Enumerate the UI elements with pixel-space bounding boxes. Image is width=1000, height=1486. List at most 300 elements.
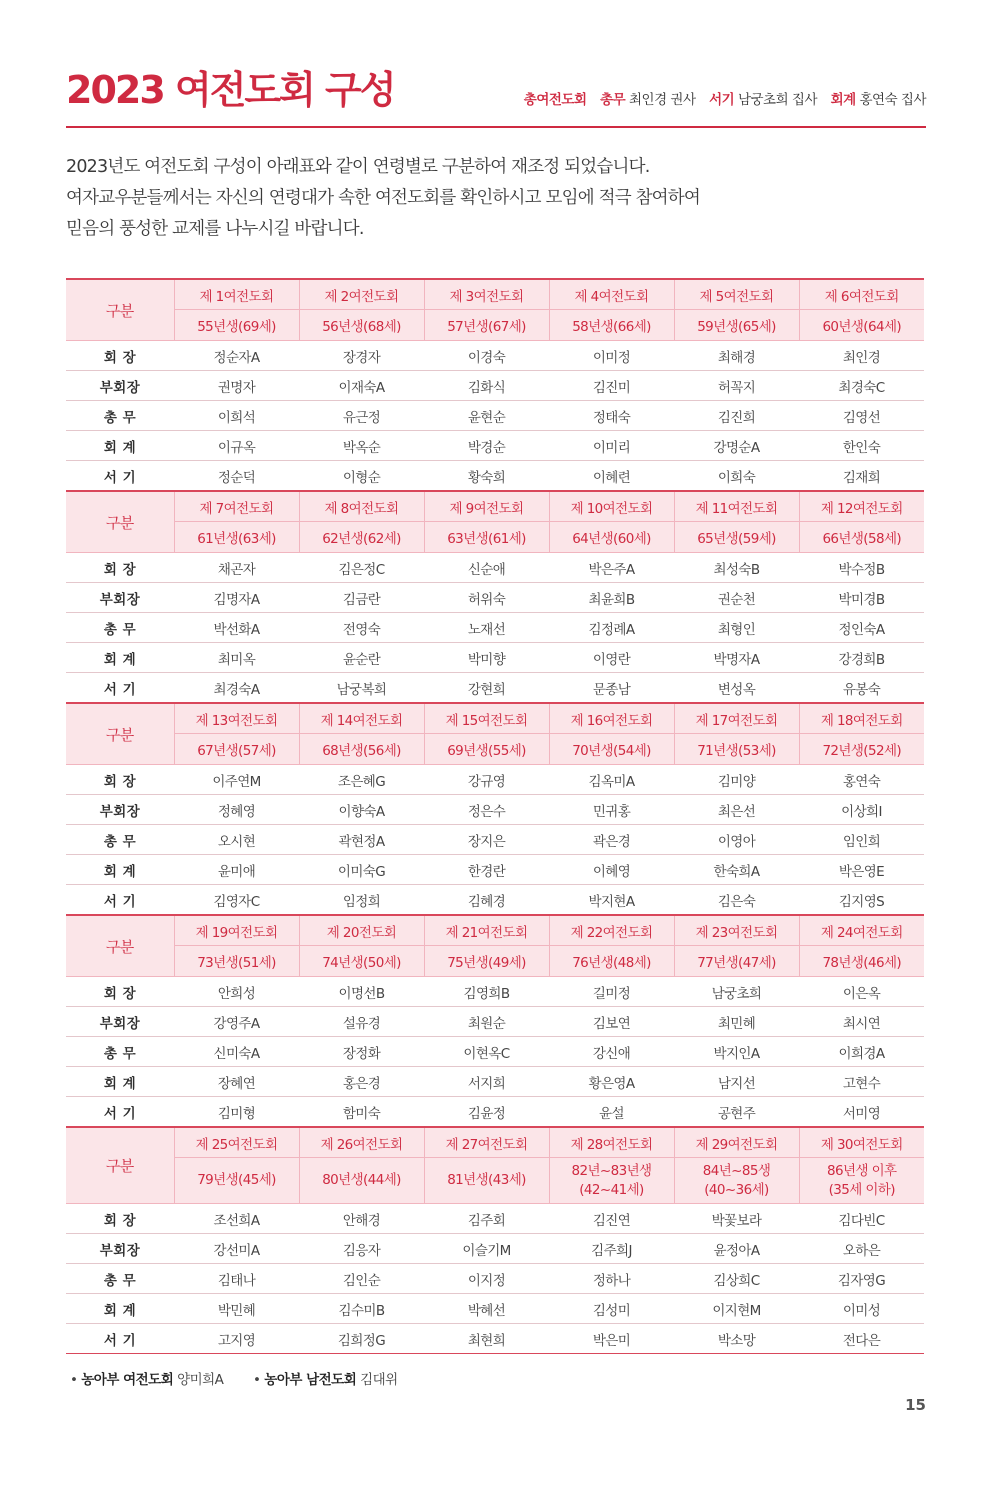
- age-range-main: 70년생(54세): [572, 743, 651, 759]
- member-name: 이혜련: [549, 461, 674, 492]
- role-label: 회 장: [66, 1204, 174, 1234]
- member-name: 최현희: [424, 1324, 549, 1354]
- age-range: [549, 310, 674, 341]
- member-name: 이규옥: [174, 431, 299, 461]
- member-name: 박소망: [674, 1324, 799, 1354]
- age-range: [424, 734, 549, 765]
- role-label: 회 장: [66, 765, 174, 795]
- member-name: 서미영: [799, 1097, 924, 1128]
- member-name: 신순애: [424, 553, 549, 583]
- role-label: 서 기: [66, 1097, 174, 1128]
- age-range: [549, 946, 674, 977]
- age-range: [424, 946, 549, 977]
- member-name: 김응자: [299, 1234, 424, 1264]
- association-name: 제 24여전도회: [799, 915, 924, 946]
- table-row: [66, 1037, 924, 1067]
- group-age-row: [66, 1158, 924, 1204]
- association-name: 제 3여전도회: [424, 279, 549, 310]
- footer-item: • 농아부 남전도회 김대위: [253, 1372, 398, 1388]
- age-range: [674, 1158, 799, 1204]
- member-name: 강선미A: [174, 1234, 299, 1264]
- role-label: 부회장: [66, 583, 174, 613]
- group-label: 구분: [66, 491, 174, 553]
- table-row: [66, 855, 924, 885]
- member-name: 최원순: [424, 1007, 549, 1037]
- member-name: 정하나: [549, 1264, 674, 1294]
- member-name: 정인숙A: [799, 613, 924, 643]
- age-range: [174, 522, 299, 553]
- intro-line: 여자교우분들께서는 자신의 연령대가 속한 여전도회를 확인하시고 모임에 적극 참여하여: [66, 188, 700, 208]
- member-name: 윤정아A: [674, 1234, 799, 1264]
- association-name: 제 22여전도회: [549, 915, 674, 946]
- member-name: 오하은: [799, 1234, 924, 1264]
- table-row: [66, 461, 924, 492]
- role-label: 회 장: [66, 553, 174, 583]
- member-name: 최경숙A: [174, 673, 299, 704]
- table-row: [66, 613, 924, 643]
- table-row: [66, 795, 924, 825]
- member-name: 박선화A: [174, 613, 299, 643]
- member-name: 이은옥: [799, 977, 924, 1007]
- role-label: 서 기: [66, 885, 174, 916]
- member-name: 강경희B: [799, 643, 924, 673]
- age-range: [174, 310, 299, 341]
- association-name: 제 19여전도회: [174, 915, 299, 946]
- age-range: [424, 1158, 549, 1204]
- member-name: 최해경: [674, 341, 799, 371]
- member-name: 박은영E: [799, 855, 924, 885]
- member-name: 허꼭지: [674, 371, 799, 401]
- association-name: 제 13여전도회: [174, 703, 299, 734]
- member-name: 김수미B: [299, 1294, 424, 1324]
- association-name: 제 16여전도회: [549, 703, 674, 734]
- role-label: 회 계: [66, 1294, 174, 1324]
- member-name: 이재숙A: [299, 371, 424, 401]
- age-range-main: 73년생(51세): [197, 955, 276, 971]
- header-divider: [66, 126, 926, 128]
- association-name: 제 8여전도회: [299, 491, 424, 522]
- age-range-main: 55년생(69세): [197, 319, 276, 335]
- member-name: 황은영A: [549, 1067, 674, 1097]
- member-name: 박민혜: [174, 1294, 299, 1324]
- table-row: [66, 371, 924, 401]
- member-name: 최윤희B: [549, 583, 674, 613]
- intro-text: [66, 152, 926, 245]
- member-name: 박경순: [424, 431, 549, 461]
- age-range-main: 58년생(66세): [572, 319, 651, 335]
- intro-line: 2023년도 여전도회 구성이 아래표와 같이 연령별로 구분하여 재조정 되었습니다.: [66, 157, 650, 177]
- age-range: [799, 310, 924, 341]
- group-label: 구분: [66, 915, 174, 977]
- member-name: 전영숙: [299, 613, 424, 643]
- age-range-main: 63년생(61세): [447, 531, 526, 547]
- group-age-row: [66, 522, 924, 553]
- member-name: 설유경: [299, 1007, 424, 1037]
- age-range-main: 74년생(50세): [322, 955, 401, 971]
- member-name: 채곤자: [174, 553, 299, 583]
- role-label: 회 계: [66, 643, 174, 673]
- table-row: [66, 825, 924, 855]
- member-name: 김미형: [174, 1097, 299, 1128]
- member-name: 김금란: [299, 583, 424, 613]
- role-label: 회 장: [66, 977, 174, 1007]
- association-grid: [66, 278, 924, 1354]
- member-name: 최미옥: [174, 643, 299, 673]
- age-range-main: 69년생(55세): [447, 743, 526, 759]
- group-age-row: [66, 310, 924, 341]
- member-name: 이슬기M: [424, 1234, 549, 1264]
- age-range: [549, 522, 674, 553]
- association-name: 제 29여전도회: [674, 1127, 799, 1158]
- age-range: [674, 946, 799, 977]
- association-name: 제 5여전도회: [674, 279, 799, 310]
- member-name: 장경자: [299, 341, 424, 371]
- page-title: 2023 여전도회 구성: [66, 68, 395, 112]
- age-range: [299, 734, 424, 765]
- table-row: [66, 1324, 924, 1354]
- role-label: 회 계: [66, 1067, 174, 1097]
- member-name: 권순천: [674, 583, 799, 613]
- role-label: 총 무: [66, 1037, 174, 1067]
- member-name: 이향숙A: [299, 795, 424, 825]
- head-officers: [524, 88, 926, 112]
- association-name: 제 15여전도회: [424, 703, 549, 734]
- member-name: 한경란: [424, 855, 549, 885]
- member-name: 함미숙: [299, 1097, 424, 1128]
- member-name: 안해경: [299, 1204, 424, 1234]
- member-name: 남궁초희: [674, 977, 799, 1007]
- age-range: [424, 522, 549, 553]
- table-row: [66, 1234, 924, 1264]
- member-name: 김옥미A: [549, 765, 674, 795]
- member-name: 최시연: [799, 1007, 924, 1037]
- association-name: 제 6여전도회: [799, 279, 924, 310]
- age-range-main: 64년생(60세): [572, 531, 651, 547]
- role-label: 부회장: [66, 371, 174, 401]
- role-label: 서 기: [66, 673, 174, 704]
- age-range: [674, 734, 799, 765]
- member-name: 강규영: [424, 765, 549, 795]
- member-name: 장혜연: [174, 1067, 299, 1097]
- group-label: 구분: [66, 279, 174, 341]
- table-row: [66, 977, 924, 1007]
- table-row: [66, 431, 924, 461]
- member-name: 이영아: [674, 825, 799, 855]
- age-range-main: 80년생(44세): [322, 1172, 401, 1188]
- age-range-main: 65년생(59세): [697, 531, 776, 547]
- age-range: [799, 946, 924, 977]
- age-range-main: 67년생(57세): [197, 743, 276, 759]
- age-range: [299, 946, 424, 977]
- table-row: [66, 643, 924, 673]
- member-name: 박미향: [424, 643, 549, 673]
- member-name: 공현주: [674, 1097, 799, 1128]
- member-name: 김재희: [799, 461, 924, 492]
- group-age-row: [66, 734, 924, 765]
- table-row: [66, 1097, 924, 1128]
- age-range-main: 81년생(43세): [447, 1172, 526, 1188]
- age-range-main: 61년생(63세): [197, 531, 276, 547]
- member-name: 임정희: [299, 885, 424, 916]
- member-name: 정은수: [424, 795, 549, 825]
- footer-item: • 농아부 여전도회 양미희A: [70, 1372, 224, 1388]
- role-label: 부회장: [66, 1234, 174, 1264]
- age-range: [799, 1158, 924, 1204]
- member-name: 이희숙: [674, 461, 799, 492]
- member-name: 박수정B: [799, 553, 924, 583]
- age-range-main: 60년생(64세): [822, 319, 902, 335]
- member-name: 조선희A: [174, 1204, 299, 1234]
- table-row: [66, 1067, 924, 1097]
- member-name: 조은혜G: [299, 765, 424, 795]
- table-row: [66, 673, 924, 704]
- role-label: 서 기: [66, 1324, 174, 1354]
- association-table: [66, 278, 924, 1354]
- member-name: 이희석: [174, 401, 299, 431]
- page-number: 15: [905, 1396, 926, 1414]
- member-name: 임인희: [799, 825, 924, 855]
- member-name: 곽현정A: [299, 825, 424, 855]
- member-name: 정순덕: [174, 461, 299, 492]
- role-label: 총 무: [66, 613, 174, 643]
- member-name: 김은정C: [299, 553, 424, 583]
- member-name: 정순자A: [174, 341, 299, 371]
- association-name: 제 26여전도회: [299, 1127, 424, 1158]
- member-name: 윤설: [549, 1097, 674, 1128]
- member-name: 이상희I: [799, 795, 924, 825]
- member-name: 박은미: [549, 1324, 674, 1354]
- age-range-main: 72년생(52세): [822, 743, 902, 759]
- table-row: [66, 885, 924, 916]
- association-name: 제 28여전도회: [549, 1127, 674, 1158]
- member-name: 고지영: [174, 1324, 299, 1354]
- age-range-main: 78년생(46세): [822, 955, 902, 971]
- member-name: 김화식: [424, 371, 549, 401]
- member-name: 박미경B: [799, 583, 924, 613]
- member-name: 문종남: [549, 673, 674, 704]
- table-row: [66, 1204, 924, 1234]
- association-name: 제 11여전도회: [674, 491, 799, 522]
- intro-line: 믿음의 풍성한 교제를 나누시길 바랍니다.: [66, 219, 364, 239]
- age-range-main: 77년생(47세): [697, 955, 776, 971]
- association-name: 제 27여전도회: [424, 1127, 549, 1158]
- age-range-main: 86년생 이후: [827, 1162, 897, 1179]
- association-name: 제 10여전도회: [549, 491, 674, 522]
- association-name: 제 21여전도회: [424, 915, 549, 946]
- age-range-main: 71년생(53세): [697, 743, 776, 759]
- member-name: 정혜영: [174, 795, 299, 825]
- member-name: 장지은: [424, 825, 549, 855]
- member-name: 강영주A: [174, 1007, 299, 1037]
- group-label: 구분: [66, 703, 174, 765]
- member-name: 김지영S: [799, 885, 924, 916]
- member-name: 이지정: [424, 1264, 549, 1294]
- member-name: 장정화: [299, 1037, 424, 1067]
- group-header-row: [66, 915, 924, 946]
- member-name: 강현희: [424, 673, 549, 704]
- age-range-main: 66년생(58세): [822, 531, 902, 547]
- age-range-main: 76년생(48세): [572, 955, 651, 971]
- age-range-main: 56년생(68세): [322, 319, 401, 335]
- association-name: 제 20전도회: [299, 915, 424, 946]
- association-name: 제 18여전도회: [799, 703, 924, 734]
- member-name: 김보연: [549, 1007, 674, 1037]
- group-label: 구분: [66, 1127, 174, 1204]
- age-range-main: 84년~85생: [702, 1162, 771, 1179]
- member-name: 이명선B: [299, 977, 424, 1007]
- member-name: 김자영G: [799, 1264, 924, 1294]
- age-range: [174, 1158, 299, 1204]
- member-name: 홍연숙: [799, 765, 924, 795]
- member-name: 최은선: [674, 795, 799, 825]
- officers-org-label: 총여전도회: [523, 92, 587, 108]
- member-name: 김주회: [424, 1204, 549, 1234]
- group-header-row: [66, 1127, 924, 1158]
- member-name: 김희정G: [299, 1324, 424, 1354]
- member-name: 박꽃보라: [674, 1204, 799, 1234]
- table-row: [66, 553, 924, 583]
- group-header-row: [66, 279, 924, 310]
- association-name: 제 7여전도회: [174, 491, 299, 522]
- member-name: 박지인A: [674, 1037, 799, 1067]
- member-name: 김명자A: [174, 583, 299, 613]
- member-name: 김진희: [674, 401, 799, 431]
- officer-role-2: 서기: [709, 92, 735, 108]
- member-name: 김은숙: [674, 885, 799, 916]
- member-name: 이주연M: [174, 765, 299, 795]
- member-name: 이형순: [299, 461, 424, 492]
- footer-note: [70, 1368, 398, 1388]
- table-row: [66, 1007, 924, 1037]
- member-name: 한숙희A: [674, 855, 799, 885]
- age-range-main: 62년생(62세): [322, 531, 401, 547]
- member-name: 최경숙C: [799, 371, 924, 401]
- group-header-row: [66, 491, 924, 522]
- member-name: 변성옥: [674, 673, 799, 704]
- association-name: 제 1여전도회: [174, 279, 299, 310]
- role-label: 부회장: [66, 795, 174, 825]
- member-name: 노재선: [424, 613, 549, 643]
- age-range: [799, 522, 924, 553]
- member-name: 정태숙: [549, 401, 674, 431]
- age-range-main: 79년생(45세): [197, 1172, 276, 1188]
- role-label: 총 무: [66, 401, 174, 431]
- member-name: 최인경: [799, 341, 924, 371]
- member-name: 박은주A: [549, 553, 674, 583]
- member-name: 윤미애: [174, 855, 299, 885]
- member-name: 이미리: [549, 431, 674, 461]
- age-range: [799, 734, 924, 765]
- member-name: 김미양: [674, 765, 799, 795]
- member-name: 한인숙: [799, 431, 924, 461]
- officer-role-3: 회계: [830, 92, 856, 108]
- table-row: [66, 583, 924, 613]
- member-name: 박명자A: [674, 643, 799, 673]
- member-name: 김주희J: [549, 1234, 674, 1264]
- member-name: 김진연: [549, 1204, 674, 1234]
- officer-name-3: 홍연숙 집사: [859, 92, 926, 108]
- role-label: 회 계: [66, 431, 174, 461]
- role-label: 서 기: [66, 461, 174, 492]
- association-name: 제 17여전도회: [674, 703, 799, 734]
- role-label: 회 장: [66, 341, 174, 371]
- age-range: [299, 310, 424, 341]
- member-name: 이영란: [549, 643, 674, 673]
- age-range-sub: (40~36세): [704, 1181, 769, 1198]
- member-name: 고현수: [799, 1067, 924, 1097]
- member-name: 안희성: [174, 977, 299, 1007]
- role-label: 총 무: [66, 825, 174, 855]
- table-row: [66, 765, 924, 795]
- association-name: 제 2여전도회: [299, 279, 424, 310]
- officer-name-2: 남궁초희 집사: [737, 92, 818, 108]
- member-name: 김정례A: [549, 613, 674, 643]
- member-name: 길미정: [549, 977, 674, 1007]
- association-name: 제 14여전도회: [299, 703, 424, 734]
- member-name: 최성숙B: [674, 553, 799, 583]
- member-name: 김혜경: [424, 885, 549, 916]
- member-name: 이미정: [549, 341, 674, 371]
- member-name: 윤현순: [424, 401, 549, 431]
- association-name: 제 23여전도회: [674, 915, 799, 946]
- member-name: 김진미: [549, 371, 674, 401]
- age-range: [299, 522, 424, 553]
- member-name: 민귀홍: [549, 795, 674, 825]
- member-name: 남지선: [674, 1067, 799, 1097]
- member-name: 이경숙: [424, 341, 549, 371]
- member-name: 박혜선: [424, 1294, 549, 1324]
- member-name: 김영선: [799, 401, 924, 431]
- member-name: 김윤정: [424, 1097, 549, 1128]
- role-label: 총 무: [66, 1264, 174, 1294]
- member-name: 황숙희: [424, 461, 549, 492]
- member-name: 박옥순: [299, 431, 424, 461]
- group-age-row: [66, 946, 924, 977]
- age-range-sub: (42~41세): [579, 1181, 644, 1198]
- member-name: 이희경A: [799, 1037, 924, 1067]
- association-name: 제 12여전도회: [799, 491, 924, 522]
- member-name: 김인순: [299, 1264, 424, 1294]
- age-range: [674, 310, 799, 341]
- member-name: 권명자: [174, 371, 299, 401]
- age-range: [674, 522, 799, 553]
- member-name: 최형인: [674, 613, 799, 643]
- member-name: 서지희: [424, 1067, 549, 1097]
- association-name: 제 4여전도회: [549, 279, 674, 310]
- member-name: 박지현A: [549, 885, 674, 916]
- table-row: [66, 341, 924, 371]
- member-name: 김태나: [174, 1264, 299, 1294]
- age-range-main: 59년생(65세): [697, 319, 776, 335]
- member-name: 김성미: [549, 1294, 674, 1324]
- member-name: 남궁복희: [299, 673, 424, 704]
- member-name: 이미성: [799, 1294, 924, 1324]
- member-name: 허위숙: [424, 583, 549, 613]
- member-name: 이미숙G: [299, 855, 424, 885]
- officer-role-1: 총무: [600, 92, 626, 108]
- age-range: [174, 734, 299, 765]
- member-name: 이지현M: [674, 1294, 799, 1324]
- member-name: 전다은: [799, 1324, 924, 1354]
- age-range-main: 68년생(56세): [322, 743, 401, 759]
- role-label: 부회장: [66, 1007, 174, 1037]
- age-range: [174, 946, 299, 977]
- table-row: [66, 1294, 924, 1324]
- age-range-main: 75년생(49세): [447, 955, 526, 971]
- age-range: [424, 310, 549, 341]
- association-name: 제 25여전도회: [174, 1127, 299, 1158]
- table-row: [66, 401, 924, 431]
